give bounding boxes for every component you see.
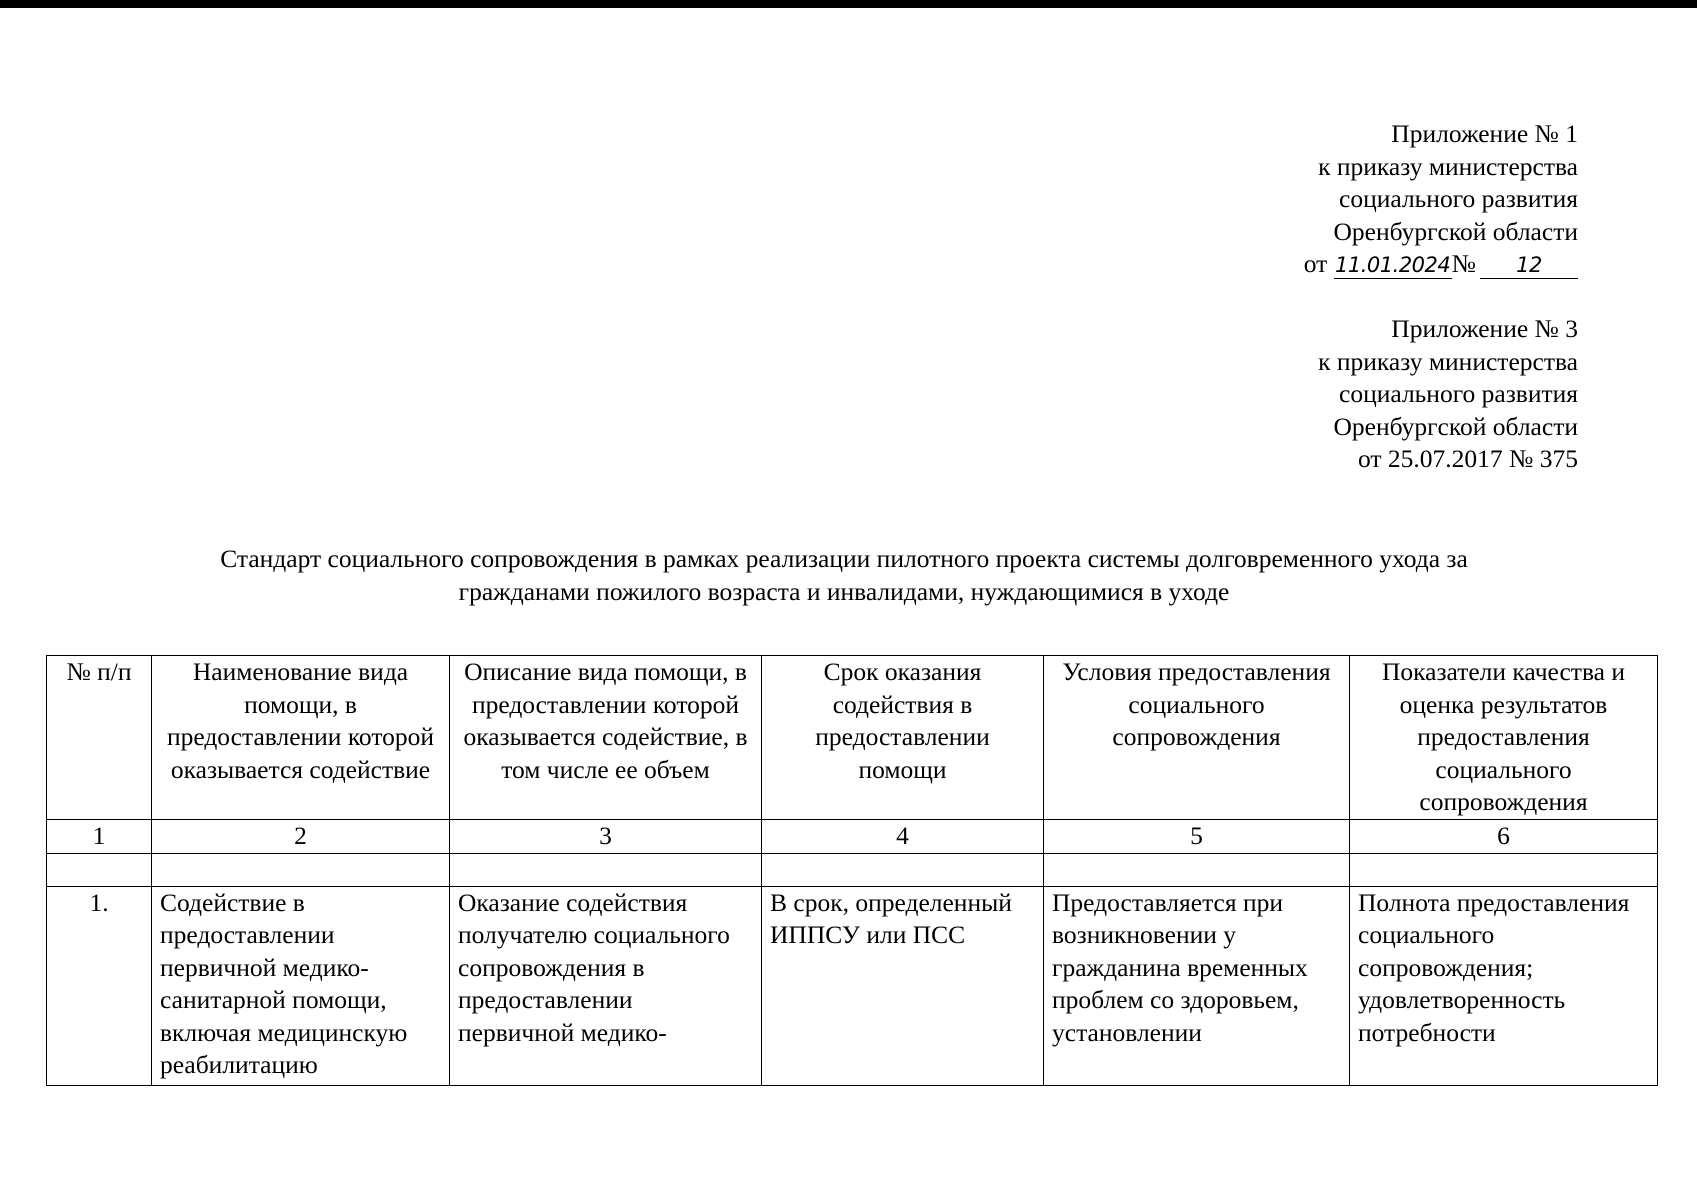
- page-top-edge: [0, 0, 1697, 8]
- appendix-1-order-line: к приказу министерства: [1318, 151, 1578, 181]
- handwritten-date: 11.01.2024: [1335, 253, 1451, 277]
- header-assistance-description: Описание вида помощи, в предоставлении которой оказывается содействие, в том числе ее объем: [450, 656, 762, 820]
- header-term: Срок оказания содействия в предоставлении помощи: [762, 656, 1044, 820]
- column-number: 5: [1044, 820, 1350, 854]
- appendix-3-heading: Приложение № 3: [1391, 314, 1578, 343]
- column-number: 6: [1350, 820, 1658, 854]
- empty-cell: [450, 853, 762, 886]
- header-quality: Показатели качества и оценка результатов предоставления социального сопровождения: [1350, 656, 1658, 820]
- term-cell: В срок, определенный ИППСУ или ПСС: [762, 886, 1044, 1085]
- appendix-1-ministry-line: социального развития: [1339, 184, 1578, 213]
- table-header-row: [47, 656, 1658, 820]
- appendix-3-region-line: Оренбургской области: [1333, 411, 1578, 441]
- empty-cell: [47, 853, 152, 886]
- appendix-1-region-line: Оренбургской области: [1333, 216, 1578, 246]
- column-number-row: [47, 820, 1658, 854]
- header-assistance-name: Наименование вида помощи, в предоставлении которой оказывается содействие: [152, 656, 450, 820]
- appendix-1-block: [1158, 118, 1578, 281]
- appendix-1-date-line: [1158, 248, 1578, 281]
- handwritten-number: 12: [1480, 251, 1578, 279]
- from-prefix: от: [1303, 249, 1328, 278]
- column-number: 1: [47, 820, 152, 854]
- table-row: [47, 886, 1658, 1085]
- number-sign: №: [1451, 249, 1476, 278]
- empty-row: [47, 853, 1658, 886]
- document-title-line-2: гражданами пожилого возраста и инвалидами, нуждающимися в уходе: [458, 576, 1230, 606]
- row-number: 1.: [47, 886, 152, 1085]
- quality-cell: Полнота предоставления социального сопровождения; удовлетворенность потребности: [1350, 886, 1658, 1085]
- document-title-line-1: Стандарт социального сопровождения в рамках реализации пилотного проекта системы долговременного ухода за: [220, 544, 1468, 573]
- assistance-name-cell: Содействие в предоставлении первичной медико-санитарной помощи, включая медицинскую реабилитацию: [152, 886, 450, 1085]
- empty-cell: [152, 853, 450, 886]
- appendix-3-date-line: от 25.07.2017 № 375: [1357, 444, 1578, 473]
- header-conditions: Условия предоставления социального сопровождения: [1044, 656, 1350, 820]
- appendix-3-order-line: к приказу министерства: [1318, 346, 1578, 376]
- column-number: 3: [450, 820, 762, 854]
- appendix-3-block: [1158, 313, 1578, 476]
- appendix-1-heading: Приложение № 1: [1391, 119, 1578, 148]
- assistance-description-cell: Оказание содействия получателю социального сопровождения в предоставлении первичной медико-: [450, 886, 762, 1085]
- header-number: № п/п: [47, 656, 152, 820]
- document-title: [60, 543, 1628, 608]
- column-number: 2: [152, 820, 450, 854]
- standard-table: [46, 655, 1658, 1086]
- appendix-3-ministry-line: социального развития: [1339, 379, 1578, 408]
- conditions-cell: Предоставляется при возникновении у гражданина временных проблем со здоровьем, установлении: [1044, 886, 1350, 1085]
- empty-cell: [1044, 853, 1350, 886]
- empty-cell: [1350, 853, 1658, 886]
- column-number: 4: [762, 820, 1044, 854]
- empty-cell: [762, 853, 1044, 886]
